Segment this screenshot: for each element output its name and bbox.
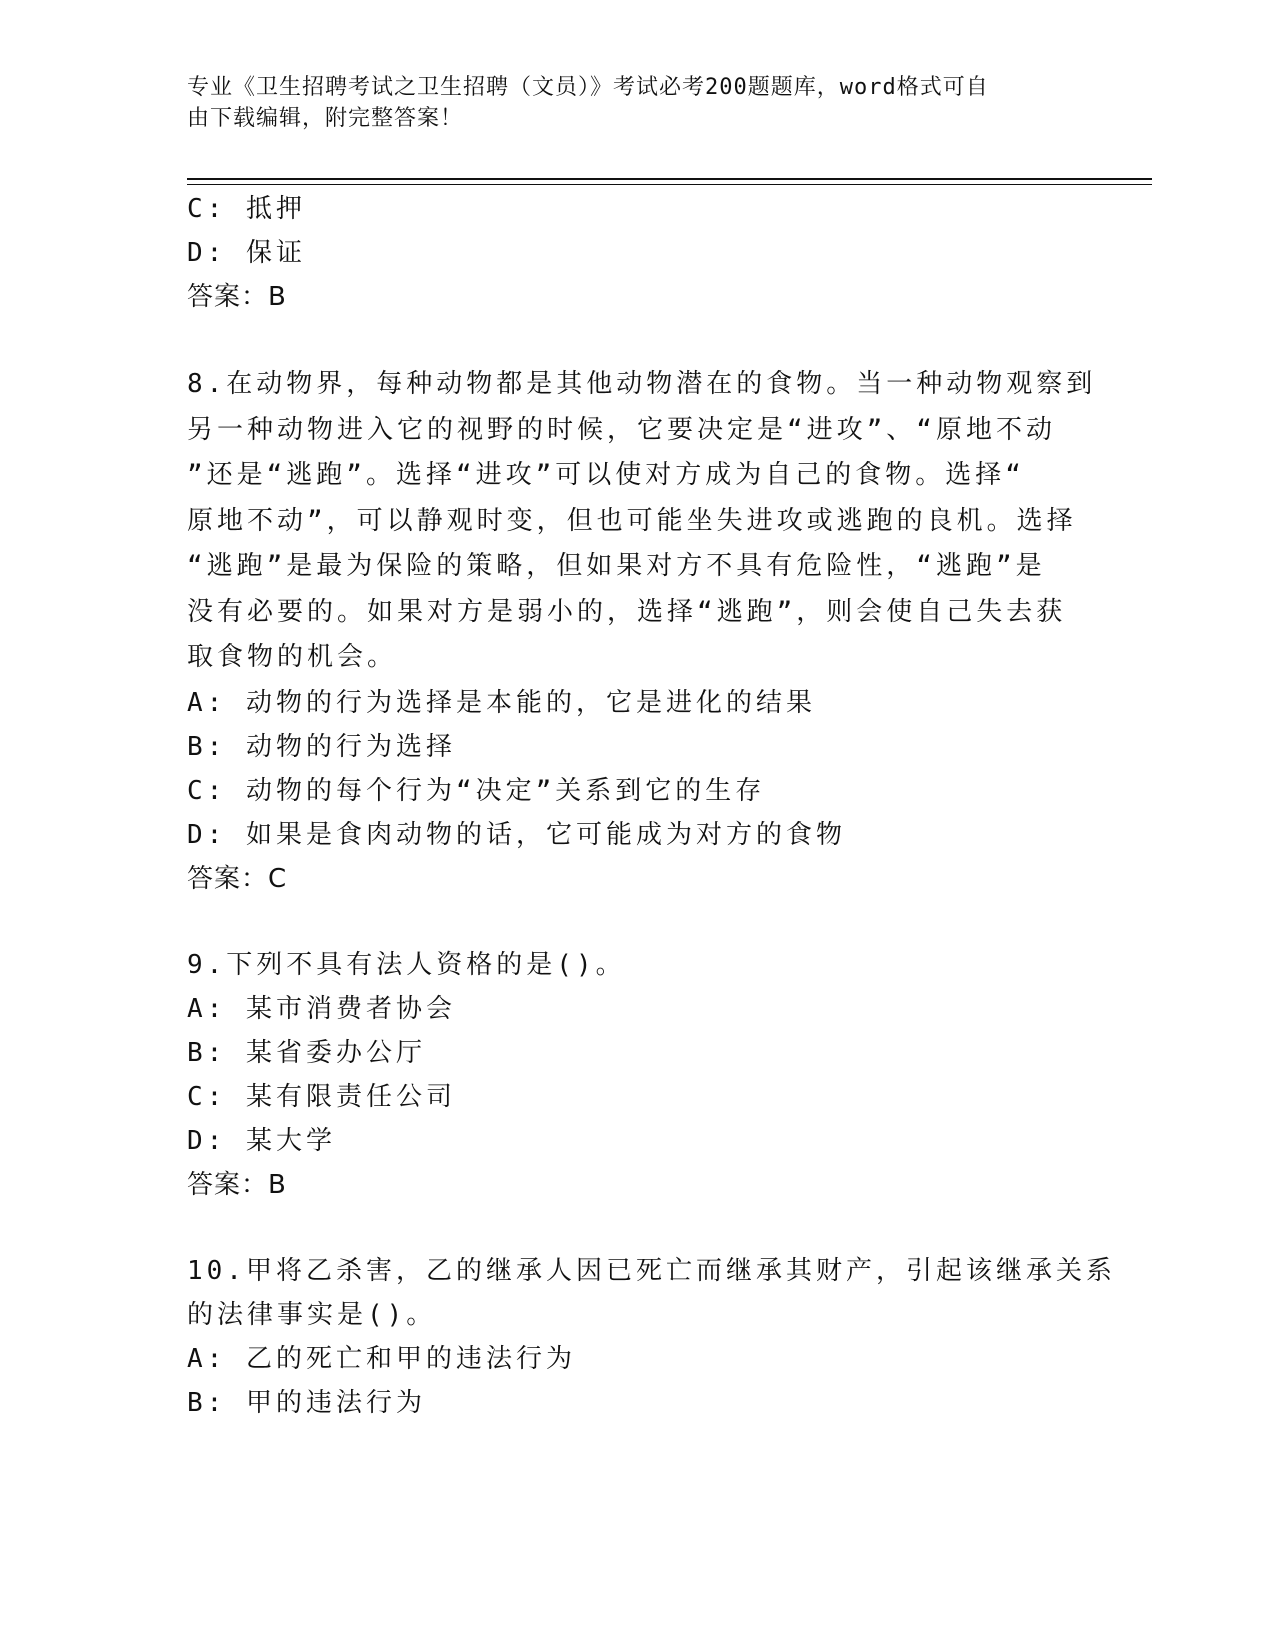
- header-rule-thick: [187, 178, 1152, 180]
- prev-option-c: C: 抵押: [187, 194, 306, 224]
- header-line-2: 由下载编辑，附完整答案！: [187, 106, 464, 131]
- q8-option-a: A: 动物的行为选择是本能的，它是进化的结果: [187, 688, 816, 718]
- header-rule-thin: [187, 184, 1152, 185]
- prev-option-d: D: 保证: [187, 238, 306, 268]
- q9-option-c: C: 某有限责任公司: [187, 1082, 456, 1112]
- q8-stem-line: 没有必要的。如果对方是弱小的，选择“逃跑”，则会使自己失去获: [187, 596, 1067, 627]
- q8-stem-line: “逃跑”是最为保险的策略，但如果对方不具有危险性，“逃跑”是: [187, 551, 1046, 581]
- q8-stem-line: 原地不动”，可以静观时变，但也可能坐失进攻或逃跑的良机。选择: [187, 505, 1077, 536]
- q8-option-d: D: 如果是食肉动物的话，它可能成为对方的食物: [187, 820, 846, 850]
- q9-option-b: B: 某省委办公厅: [187, 1038, 426, 1068]
- q8-stem-line: 8.在动物界，每种动物都是其他动物潜在的食物。当一种动物观察到: [187, 369, 1097, 399]
- q8-stem: [187, 362, 1097, 681]
- q8-option-b: B: 动物的行为选择: [187, 732, 456, 762]
- document-header: [187, 72, 1067, 134]
- q8-stem-line: 另一种动物进入它的视野的时候，它要决定是“进攻”、“原地不动: [187, 414, 1056, 445]
- q8-stem-line: ”还是“逃跑”。选择“进攻”可以使对方成为自己的食物。选择“: [187, 460, 1025, 490]
- prev-answer: 答案：B: [187, 282, 287, 312]
- q9-option-d: D: 某大学: [187, 1126, 336, 1156]
- q8-answer: 答案：C: [187, 864, 288, 894]
- q10-option-a: A: 乙的死亡和甲的违法行为: [187, 1344, 576, 1374]
- q9-option-a: A: 某市消费者协会: [187, 994, 456, 1024]
- header-line-1: 专业《卫生招聘考试之卫生招聘（文员）》考试必考200题题库，word格式可自: [187, 75, 989, 100]
- q10-option-b: B: 甲的违法行为: [187, 1388, 426, 1418]
- q8-option-c: C: 动物的每个行为“决定”关系到它的生存: [187, 776, 766, 806]
- q9-answer: 答案：B: [187, 1170, 287, 1200]
- q10-stem-line-1: 10.甲将乙杀害，乙的继承人因已死亡而继承其财产，引起该继承关系: [187, 1256, 1116, 1286]
- q9-stem: 9.下列不具有法人资格的是()。: [187, 950, 626, 980]
- q10-stem-line-2: 的法律事实是()。: [187, 1300, 437, 1330]
- q8-stem-line: 取食物的机会。: [187, 642, 398, 672]
